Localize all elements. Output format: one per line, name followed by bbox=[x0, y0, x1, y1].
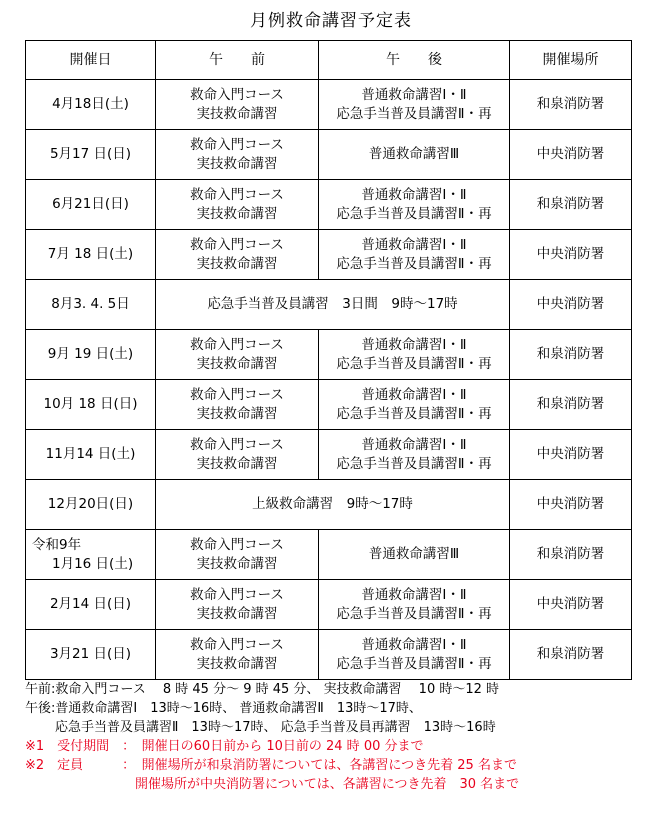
table-row bbox=[26, 280, 632, 330]
course-name: 救命入門コース bbox=[190, 536, 284, 553]
header-am: 午 前 bbox=[156, 41, 319, 80]
am-course-cell bbox=[156, 430, 319, 480]
course-name: 応急手当普及員講習Ⅱ・再 bbox=[336, 455, 492, 472]
date-cell: 4月18日(土) bbox=[26, 80, 156, 130]
date-cell: 6月21日(日) bbox=[26, 180, 156, 230]
am-course-cell bbox=[156, 630, 319, 680]
date-cell bbox=[26, 530, 156, 580]
table-row bbox=[26, 380, 632, 430]
pm-course-cell bbox=[319, 330, 510, 380]
course-name: 普通救命講習Ⅰ・Ⅱ bbox=[361, 336, 467, 353]
location-cell: 中央消防署 bbox=[510, 280, 632, 330]
date-cell: 8月3. 4. 5日 bbox=[26, 280, 156, 330]
course-name: 応急手当普及員講習Ⅱ・再 bbox=[336, 105, 492, 122]
course-name: 実技救命講習 bbox=[196, 105, 278, 122]
course-name: 普通救命講習Ⅰ・Ⅱ bbox=[361, 636, 467, 653]
notes bbox=[25, 680, 655, 794]
course-name: 救命入門コース bbox=[190, 136, 284, 153]
table-header-row bbox=[26, 41, 632, 80]
location-cell: 和泉消防署 bbox=[510, 630, 632, 680]
date-cell: 2月14 日(日) bbox=[26, 580, 156, 630]
date-value: 1月16 日(土) bbox=[52, 555, 134, 572]
header-date: 開催日 bbox=[26, 41, 156, 80]
note-capacity: ※2 定員 ： 開催場所が和泉消防署については、各講習につき先着 25 名まで bbox=[25, 758, 517, 773]
course-name: 応急手当普及員講習Ⅱ・再 bbox=[336, 655, 492, 672]
am-course-cell bbox=[156, 580, 319, 630]
course-name: 救命入門コース bbox=[190, 236, 284, 253]
am-course-cell bbox=[156, 180, 319, 230]
course-name: 実技救命講習 bbox=[196, 605, 278, 622]
date-cell: 5月17 日(日) bbox=[26, 130, 156, 180]
location-cell: 和泉消防署 bbox=[510, 380, 632, 430]
table-row bbox=[26, 430, 632, 480]
note-pm-times-cont: 応急手当普及員講習Ⅱ 13時～17時、 応急手当普及員再講習 13時～16時 bbox=[55, 720, 496, 735]
location-cell: 中央消防署 bbox=[510, 580, 632, 630]
course-name: 普通救命講習Ⅰ・Ⅱ bbox=[361, 86, 467, 103]
location-cell: 和泉消防署 bbox=[510, 530, 632, 580]
course-name: 普通救命講習Ⅲ bbox=[368, 546, 460, 562]
location-cell: 中央消防署 bbox=[510, 230, 632, 280]
location-cell: 和泉消防署 bbox=[510, 80, 632, 130]
course-name: 普通救命講習Ⅰ・Ⅱ bbox=[361, 436, 467, 453]
location-cell: 中央消防署 bbox=[510, 430, 632, 480]
course-name: 救命入門コース bbox=[190, 436, 284, 453]
note-am-times: 午前:救命入門コース 8 時 45 分～ 9 時 45 分、 実技救命講習 10 時～12 時 bbox=[25, 682, 500, 697]
location-cell: 和泉消防署 bbox=[510, 330, 632, 380]
course-name: 実技救命講習 bbox=[196, 555, 278, 572]
location-cell: 中央消防署 bbox=[510, 480, 632, 530]
course-name: 救命入門コース bbox=[190, 86, 284, 103]
note-capacity-cont: 開催場所が中央消防署については、各講習につき先着 30 名まで bbox=[135, 777, 520, 792]
table-row bbox=[26, 230, 632, 280]
am-course-cell bbox=[156, 530, 319, 580]
course-name: 救命入門コース bbox=[190, 636, 284, 653]
pm-course-cell bbox=[319, 430, 510, 480]
pm-course-cell bbox=[319, 380, 510, 430]
date-cell: 11月14 日(土) bbox=[26, 430, 156, 480]
table-row bbox=[26, 130, 632, 180]
am-course-cell bbox=[156, 230, 319, 280]
date-cell: 12月20日(日) bbox=[26, 480, 156, 530]
am-course-cell bbox=[156, 330, 319, 380]
course-name: 普通救命講習Ⅰ・Ⅱ bbox=[361, 236, 467, 253]
table-row bbox=[26, 580, 632, 630]
table-row bbox=[26, 330, 632, 380]
course-name: 実技救命講習 bbox=[196, 355, 278, 372]
course-name: 救命入門コース bbox=[190, 336, 284, 353]
course-name: 普通救命講習Ⅲ bbox=[368, 146, 460, 162]
table-row bbox=[26, 530, 632, 580]
date-cell: 10月 18 日(日) bbox=[26, 380, 156, 430]
date-era: 令和9年 bbox=[32, 536, 82, 553]
course-name: 実技救命講習 bbox=[196, 405, 278, 422]
header-pm: 午 後 bbox=[319, 41, 510, 80]
course-name: 応急手当普及員講習Ⅱ・再 bbox=[336, 205, 492, 222]
course-name: 普通救命講習Ⅰ・Ⅱ bbox=[361, 186, 467, 203]
table-row bbox=[26, 480, 632, 530]
pm-course-cell bbox=[319, 80, 510, 130]
am-course-cell bbox=[156, 380, 319, 430]
note-pm-times: 午後:普通救命講習Ⅰ 13時～16時、 普通救命講習Ⅱ 13時～17時、 bbox=[25, 701, 422, 716]
course-name: 普通救命講習Ⅰ・Ⅱ bbox=[361, 386, 467, 403]
course-name: 応急手当普及員講習Ⅱ・再 bbox=[336, 405, 492, 422]
course-name: 実技救命講習 bbox=[196, 155, 278, 172]
location-cell: 和泉消防署 bbox=[510, 180, 632, 230]
course-name: 応急手当普及員講習Ⅱ・再 bbox=[336, 355, 492, 372]
course-name: 実技救命講習 bbox=[196, 455, 278, 472]
pm-course-cell bbox=[319, 130, 510, 180]
course-name: 応急手当普及員講習Ⅱ・再 bbox=[336, 605, 492, 622]
date-cell: 3月21 日(日) bbox=[26, 630, 156, 680]
pm-course-cell bbox=[319, 230, 510, 280]
course-name: 応急手当普及員講習Ⅱ・再 bbox=[336, 255, 492, 272]
merged-course-cell: 上級救命講習 9時～17時 bbox=[156, 480, 510, 530]
table-row bbox=[26, 630, 632, 680]
location-cell: 中央消防署 bbox=[510, 130, 632, 180]
pm-course-cell bbox=[319, 180, 510, 230]
course-name: 実技救命講習 bbox=[196, 655, 278, 672]
header-location: 開催場所 bbox=[510, 41, 632, 80]
am-course-cell bbox=[156, 80, 319, 130]
course-name: 救命入門コース bbox=[190, 586, 284, 603]
date-cell: 7月 18 日(土) bbox=[26, 230, 156, 280]
schedule-table bbox=[25, 40, 632, 680]
pm-course-cell bbox=[319, 630, 510, 680]
date-cell: 9月 19 日(土) bbox=[26, 330, 156, 380]
course-name: 救命入門コース bbox=[190, 386, 284, 403]
page-title: 月例救命講習予定表 bbox=[250, 11, 412, 31]
merged-course-cell: 応急手当普及員講習 3日間 9時～17時 bbox=[156, 280, 510, 330]
table-row bbox=[26, 80, 632, 130]
course-name: 普通救命講習Ⅰ・Ⅱ bbox=[361, 586, 467, 603]
course-name: 実技救命講習 bbox=[196, 255, 278, 272]
pm-course-cell bbox=[319, 530, 510, 580]
am-course-cell bbox=[156, 130, 319, 180]
note-reception-period: ※1 受付期間 ： 開催日の60日前から 10日前の 24 時 00 分まで bbox=[25, 739, 424, 754]
course-name: 実技救命講習 bbox=[196, 205, 278, 222]
table-row bbox=[26, 180, 632, 230]
pm-course-cell bbox=[319, 580, 510, 630]
course-name: 救命入門コース bbox=[190, 186, 284, 203]
